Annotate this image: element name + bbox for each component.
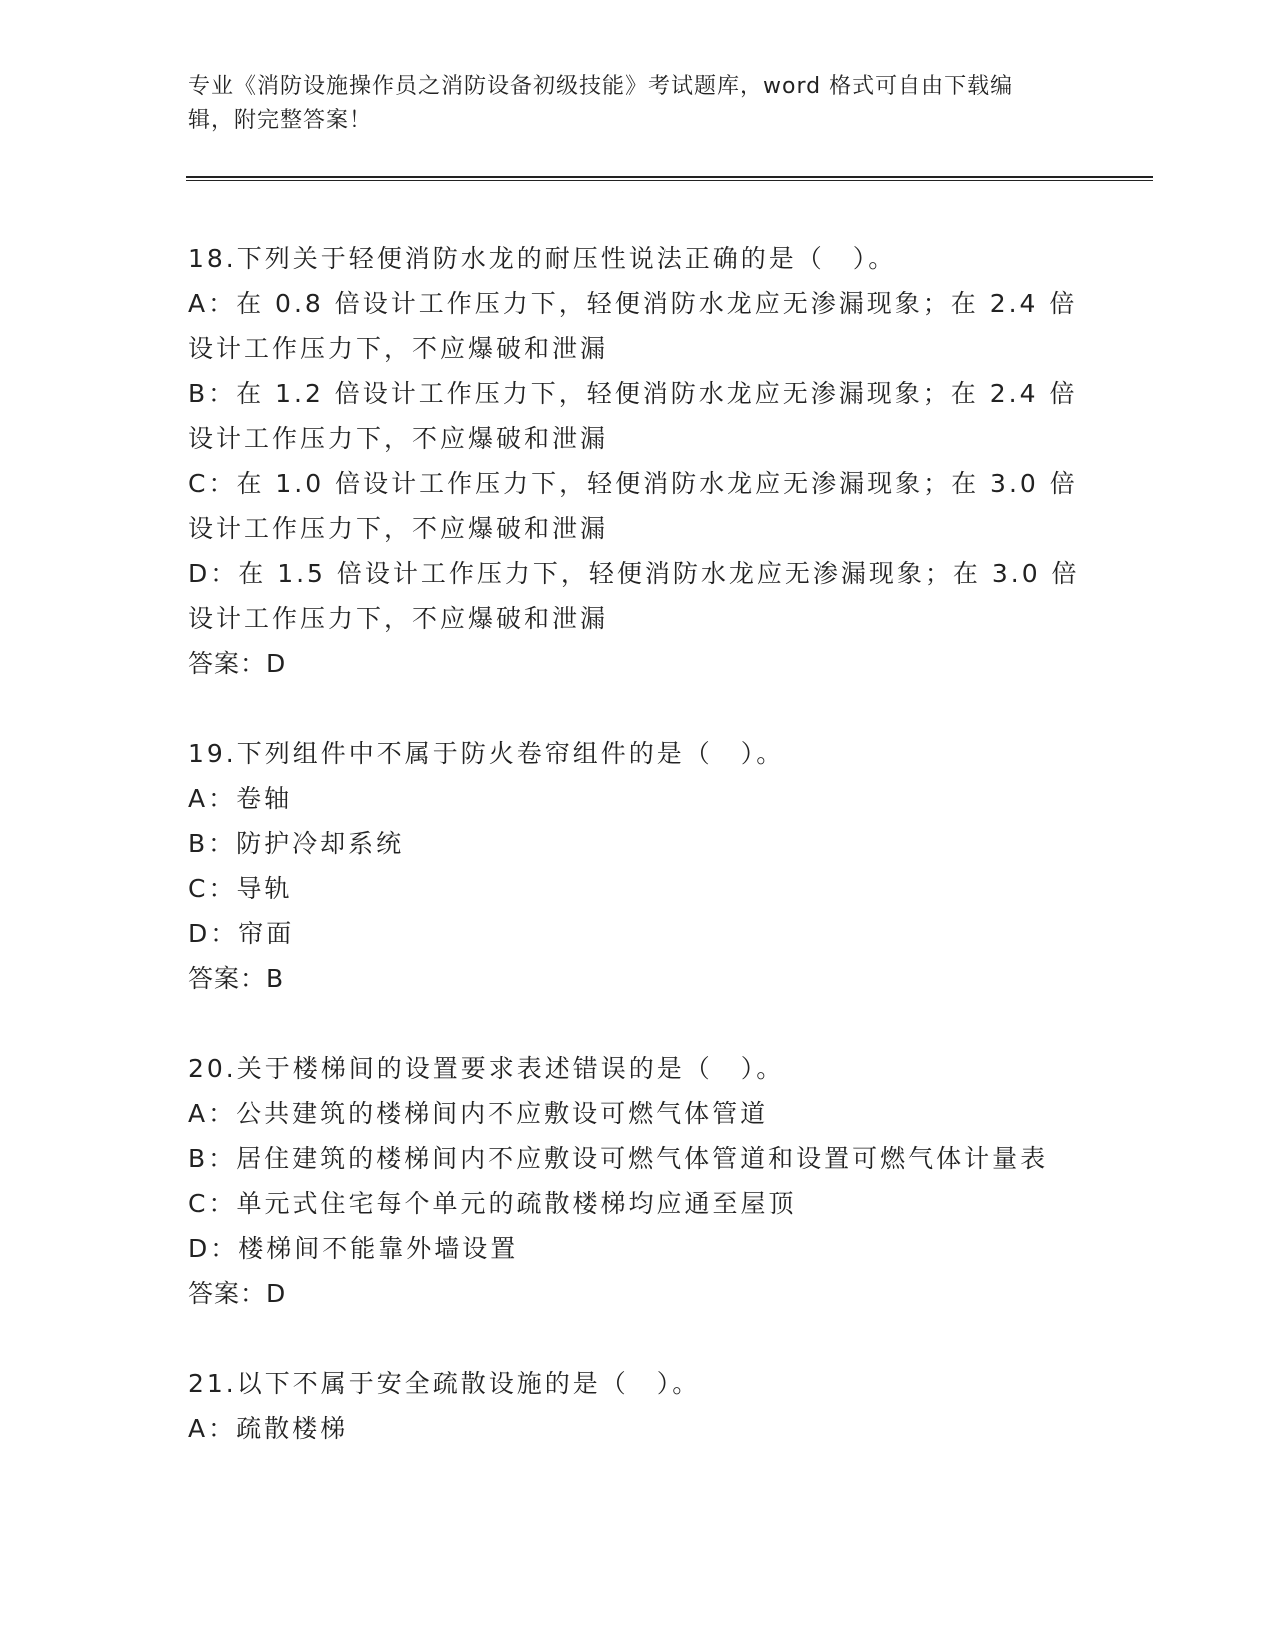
option-b: B：在 1.2 倍设计工作压力下，轻便消防水龙应无渗漏现象；在 2.4 倍设计工作压力下，不应爆破和泄漏 bbox=[188, 379, 1078, 453]
option-c: C：导轨 bbox=[188, 874, 293, 903]
answer-text: 答案：D bbox=[188, 649, 287, 678]
option-a: A：公共建筑的楼梯间内不应敷设可燃气体管道 bbox=[188, 1099, 769, 1128]
question-stem: 18.下列关于轻便消防水龙的耐压性说法正确的是（ ）。 bbox=[188, 244, 897, 273]
option-b: B：防护冷却系统 bbox=[188, 829, 405, 858]
header-divider bbox=[186, 176, 1153, 181]
option-d: D：帘面 bbox=[188, 919, 295, 948]
question-stem: 20.关于楼梯间的设置要求表述错误的是（ ）。 bbox=[188, 1054, 785, 1083]
option-a: A：在 0.8 倍设计工作压力下，轻便消防水龙应无渗漏现象；在 2.4 倍设计工作压力下，不应爆破和泄漏 bbox=[188, 289, 1078, 363]
question-19 bbox=[188, 731, 1088, 1001]
option-c: C：在 1.0 倍设计工作压力下，轻便消防水龙应无渗漏现象；在 3.0 倍设计工作压力下，不应爆破和泄漏 bbox=[188, 469, 1078, 543]
answer-text: 答案：B bbox=[188, 964, 285, 993]
question-stem: 19.下列组件中不属于防火卷帘组件的是（ ）。 bbox=[188, 739, 785, 768]
header-line-1: 专业《消防设施操作员之消防设备初级技能》考试题库，word 格式可自由下载编 bbox=[188, 74, 1014, 99]
question-list bbox=[188, 236, 1088, 1496]
option-d: D：在 1.5 倍设计工作压力下，轻便消防水龙应无渗漏现象；在 3.0 倍设计工作压力下，不应爆破和泄漏 bbox=[188, 559, 1080, 633]
option-b: B：居住建筑的楼梯间内不应敷设可燃气体管道和设置可燃气体计量表 bbox=[188, 1144, 1049, 1173]
option-a: A：卷轴 bbox=[188, 784, 293, 813]
option-a: A：疏散楼梯 bbox=[188, 1414, 349, 1443]
question-21 bbox=[188, 1361, 1088, 1451]
document-header bbox=[188, 70, 1088, 138]
header-line-2: 辑，附完整答案！ bbox=[188, 108, 373, 133]
question-20 bbox=[188, 1046, 1088, 1316]
answer-text: 答案：D bbox=[188, 1279, 287, 1308]
question-18 bbox=[188, 236, 1088, 686]
option-c: C：单元式住宅每个单元的疏散楼梯均应通至屋顶 bbox=[188, 1189, 797, 1218]
option-d: D：楼梯间不能靠外墙设置 bbox=[188, 1234, 519, 1263]
question-stem: 21.以下不属于安全疏散设施的是（ ）。 bbox=[188, 1369, 701, 1398]
